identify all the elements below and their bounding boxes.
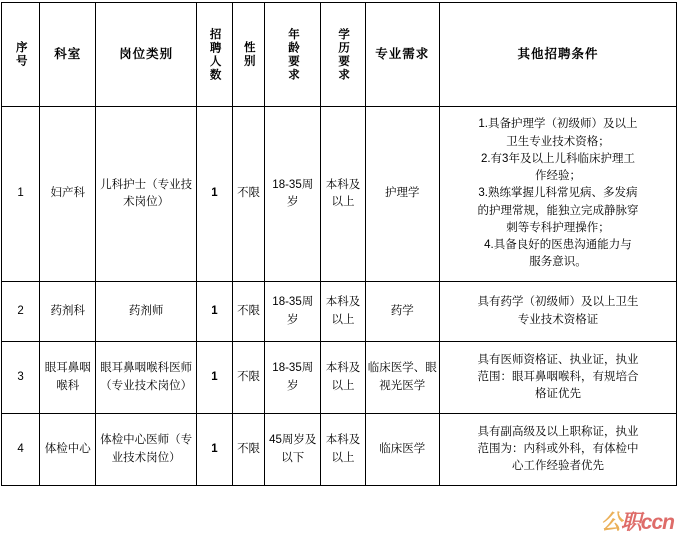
- condition-line: 3.熟练掌握儿科常见病、多发病: [478, 187, 638, 200]
- cell-num: 1: [196, 414, 232, 486]
- header-sex-label: 性别: [242, 41, 255, 68]
- table-header-row: [2, 3, 677, 107]
- condition-line: 2.有3年及以上儿科临床护理工: [480, 152, 635, 165]
- header-dept-label: 科室: [54, 47, 82, 62]
- header-seq-label: 序号: [14, 41, 27, 68]
- header-edu-label: 学历要求: [337, 27, 350, 82]
- cell-major: 护理学: [365, 107, 439, 282]
- watermark-part1: 公: [600, 511, 621, 534]
- cell-edu: 本科及以上: [321, 414, 365, 486]
- cell-post: 儿科护士（专业技术岗位）: [96, 107, 196, 282]
- cell-other: [439, 107, 676, 282]
- header-sex: [233, 3, 265, 107]
- cell-edu: 本科及以上: [321, 282, 365, 342]
- header-other-label: 其他招聘条件: [517, 47, 599, 62]
- watermark: [601, 506, 674, 536]
- cell-sex: 不限: [233, 342, 265, 414]
- cell-post: 药剂师: [96, 282, 196, 342]
- condition-line: 格证优先: [534, 388, 581, 401]
- condition-line: 心工作经验者优先: [511, 460, 604, 473]
- condition-line: 具有医师资格证、执业证，执业: [477, 353, 639, 366]
- header-major: [365, 3, 439, 107]
- cell-major: 临床医学、眼视光医学: [365, 342, 439, 414]
- cell-other: [439, 282, 676, 342]
- cell-seq: 1: [2, 107, 40, 282]
- cell-seq: 4: [2, 414, 40, 486]
- cell-major: 临床医学: [365, 414, 439, 486]
- header-num-label: 招聘人数: [208, 27, 221, 82]
- header-age-label: 年龄要求: [286, 27, 299, 82]
- cell-post: 眼耳鼻咽喉科医师（专业技术岗位）: [96, 342, 196, 414]
- cell-dept: 药剂科: [40, 282, 96, 342]
- cell-seq: 3: [2, 342, 40, 414]
- cell-sex: 不限: [233, 414, 265, 486]
- cell-num: 1: [196, 282, 232, 342]
- header-num: [196, 3, 232, 107]
- condition-line: 具有药学（初级师）及以上卫生: [477, 296, 639, 309]
- header-post: [96, 3, 196, 107]
- header-seq: [2, 3, 40, 107]
- condition-line: 刺等专科护理操作；: [506, 221, 610, 234]
- cell-dept: 体检中心: [40, 414, 96, 486]
- header-dept: [40, 3, 96, 107]
- table-row: [2, 414, 677, 486]
- cell-edu: 本科及以上: [321, 342, 365, 414]
- header-other: [439, 3, 676, 107]
- condition-line: 具有副高级及以上职称证，执业: [477, 425, 639, 438]
- cell-sex: 不限: [233, 282, 265, 342]
- header-edu: [321, 3, 365, 107]
- condition-line: 卫生专业技术资格；: [506, 135, 610, 148]
- condition-line: 服务意识。: [529, 256, 587, 269]
- cell-num: 1: [196, 342, 232, 414]
- header-age: [265, 3, 321, 107]
- recruitment-table: [1, 2, 677, 486]
- cell-other: [439, 342, 676, 414]
- cell-other: [439, 414, 676, 486]
- table-row: [2, 107, 677, 282]
- table-row: [2, 282, 677, 342]
- condition-line: 的护理常规，能独立完成静脉穿: [477, 204, 639, 217]
- cell-edu: 本科及以上: [321, 107, 365, 282]
- cell-age: 18-35周岁: [265, 282, 321, 342]
- cell-sex: 不限: [233, 107, 265, 282]
- header-major-label: 专业需求: [375, 47, 430, 62]
- condition-line: 范围为：内科或外科，有体检中: [477, 442, 639, 455]
- cell-num: 1: [196, 107, 232, 282]
- cell-dept: 妇产科: [40, 107, 96, 282]
- cell-major: 药学: [365, 282, 439, 342]
- condition-line: 专业技术资格证: [517, 313, 599, 326]
- condition-line: 4.具备良好的医患沟通能力与: [484, 239, 632, 252]
- cell-dept: 眼耳鼻咽喉科: [40, 342, 96, 414]
- cell-age: 18-35周岁: [265, 107, 321, 282]
- table-row: [2, 342, 677, 414]
- watermark-part2: 职ccn: [620, 511, 674, 534]
- condition-line: 范围：眼耳鼻咽喉科，有规培合: [477, 370, 639, 383]
- condition-line: 作经验；: [534, 170, 581, 183]
- cell-age: 45周岁及以下: [265, 414, 321, 486]
- header-post-label: 岗位类别: [119, 47, 174, 62]
- cell-post: 体检中心医师（专业技术岗位）: [96, 414, 196, 486]
- cell-age: 18-35周岁: [265, 342, 321, 414]
- cell-seq: 2: [2, 282, 40, 342]
- condition-line: 1.具备护理学（初级师）及以上: [478, 118, 638, 131]
